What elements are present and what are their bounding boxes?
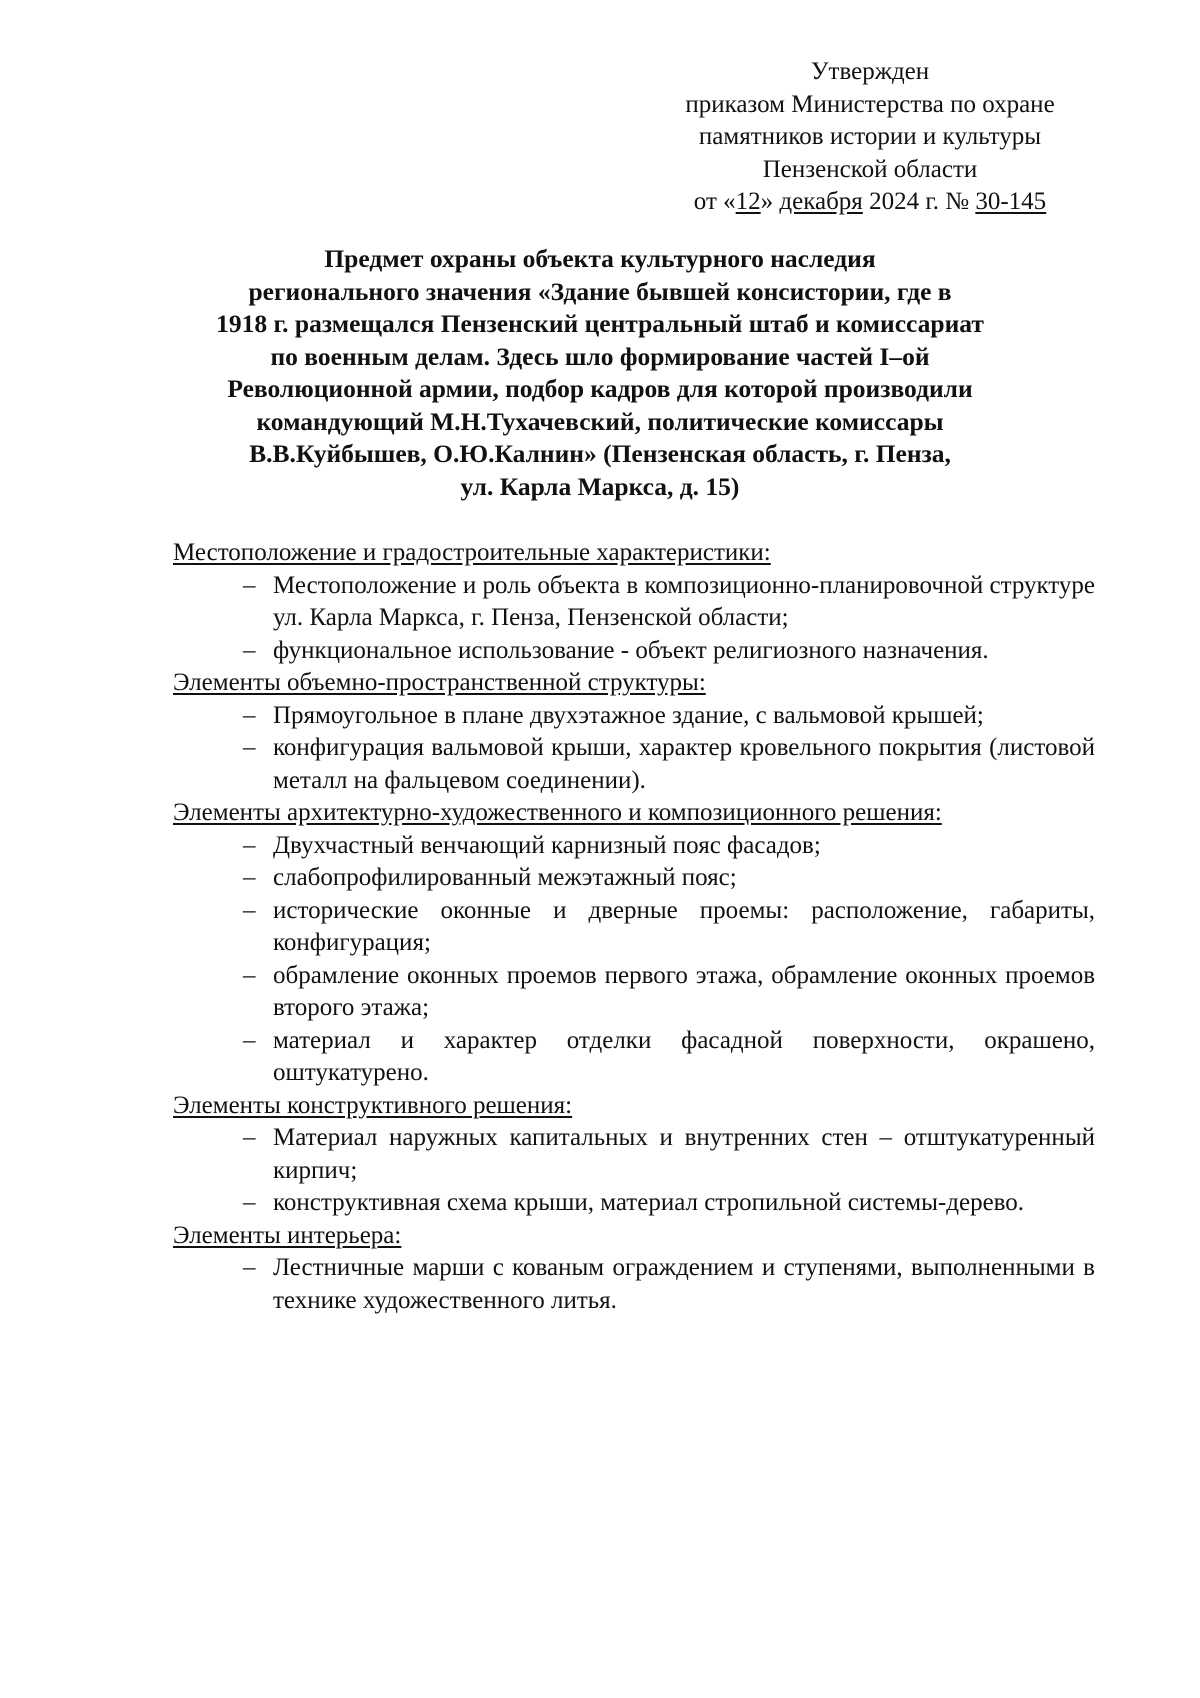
approval-line: Утвержден [810,58,930,85]
approval-line: приказом Министерства по охране [685,90,1055,118]
approval-stamp-block [640,56,1100,219]
section-heading-construction: Элементы конструктивного решения: [173,1091,573,1119]
list-item [243,830,1095,863]
dash-marker: – [243,701,256,729]
title-line: регионального значения «Здание бывшей консистории, где в [248,276,952,306]
title-line: В.В.Куйбышев, О.Ю.Калнин» (Пензенская область, г. Пенза, [249,439,951,468]
section-heading-volume: Элементы объемно-пространственной структуры: [173,669,706,696]
list-item [243,960,1095,1025]
title-line: командующий М.Н.Тухачевский, политические комиссары [256,406,944,436]
list-item-text: Лестничные марши с кованым ограждением и ступенями, выполненными в технике художественного литья. [273,1254,1095,1314]
list-item-text: Местоположение и роль объекта в композиционно-планировочной структуре ул. Карла Маркса, г. Пенза, Пензенской области; [273,571,1095,631]
list-item [243,732,1095,797]
list-item-text: конструктивная схема крыши, материал стропильной системы-дерево. [273,1189,1025,1216]
list-item-text: Прямоугольное в плане двухэтажное здание, с вальмовой крышей; [273,701,984,729]
list-item-text: материал и характер отделки фасадной поверхности, окрашено, оштукатурено. [273,1026,1095,1086]
title-line: Предмет охраны объекта культурного наследия [324,244,876,273]
dash-marker: – [243,571,256,599]
approval-date-line [640,186,1100,219]
title-line: по военным делам. Здесь шло формирование частей I–ой [270,341,930,371]
section-list-architecture [173,830,1095,1090]
list-item-text: Двухчастный венчающий карнизный пояс фасадов; [273,831,821,859]
approval-line: Пензенской области [762,155,978,183]
section-list-volume [173,700,1095,798]
date-year: 2024 г. № [862,188,976,215]
dash-marker: – [243,961,256,989]
list-item [243,862,1095,895]
list-item-text: функциональное использование - объект религиозного назначения. [273,636,989,664]
list-item-text: исторические оконные и дверные проемы: расположение, габариты, конфигурация; [273,896,1095,956]
section-list-construction [173,1122,1095,1220]
title-line: Революционной армии, подбор кадров для которой производили [227,374,973,403]
dash-marker: – [243,1189,256,1216]
list-item [243,700,1095,733]
approval-month: декабря [779,188,863,215]
section-list-interior [173,1252,1095,1317]
list-item [243,1252,1095,1317]
date-prefix: от « [693,188,736,215]
approval-number: 30-145 [975,188,1047,215]
list-item [243,1025,1095,1090]
dash-marker: – [243,1254,256,1281]
title-line: 1918 г. размещался Пензенский центральный штаб и комиссариат [216,309,984,338]
document-title [170,243,1030,503]
list-item-text: слабопрофилированный межэтажный пояс; [273,864,737,891]
title-line: ул. Карла Маркса, д. 15) [460,471,740,501]
dash-marker: – [243,831,256,859]
section-list-location [173,570,1095,668]
approval-day: 12 [735,188,761,215]
list-item [243,895,1095,960]
document-body [173,537,1095,1317]
section-heading-architecture: Элементы архитектурно-художественного и композиционного решения: [173,799,942,826]
approval-line: памятников истории и культуры [698,123,1042,150]
date-mid: » [760,188,780,215]
list-item-text: обрамление оконных проемов первого этажа, обрамление оконных проемов второго этажа; [273,961,1095,1021]
list-item-text: Материал наружных капитальных и внутренних стен – отштукатуренный кирпич; [273,1124,1095,1184]
dash-marker: – [243,1124,256,1151]
list-item [243,570,1095,635]
dash-marker: – [243,896,256,924]
dash-marker: – [243,864,256,891]
dash-marker: – [243,636,256,664]
section-heading-interior: Элементы интерьера: [173,1221,402,1249]
dash-marker: – [243,734,256,761]
dash-marker: – [243,1026,256,1054]
section-heading-location: Местоположение и градостроительные характеристики: [173,539,771,566]
list-item [243,1122,1095,1187]
list-item [243,1187,1095,1220]
list-item [243,635,1095,668]
list-item-text: конфигурация вальмовой крыши, характер кровельного покрытия (листовой металл на фальцевом соединении). [273,734,1095,794]
